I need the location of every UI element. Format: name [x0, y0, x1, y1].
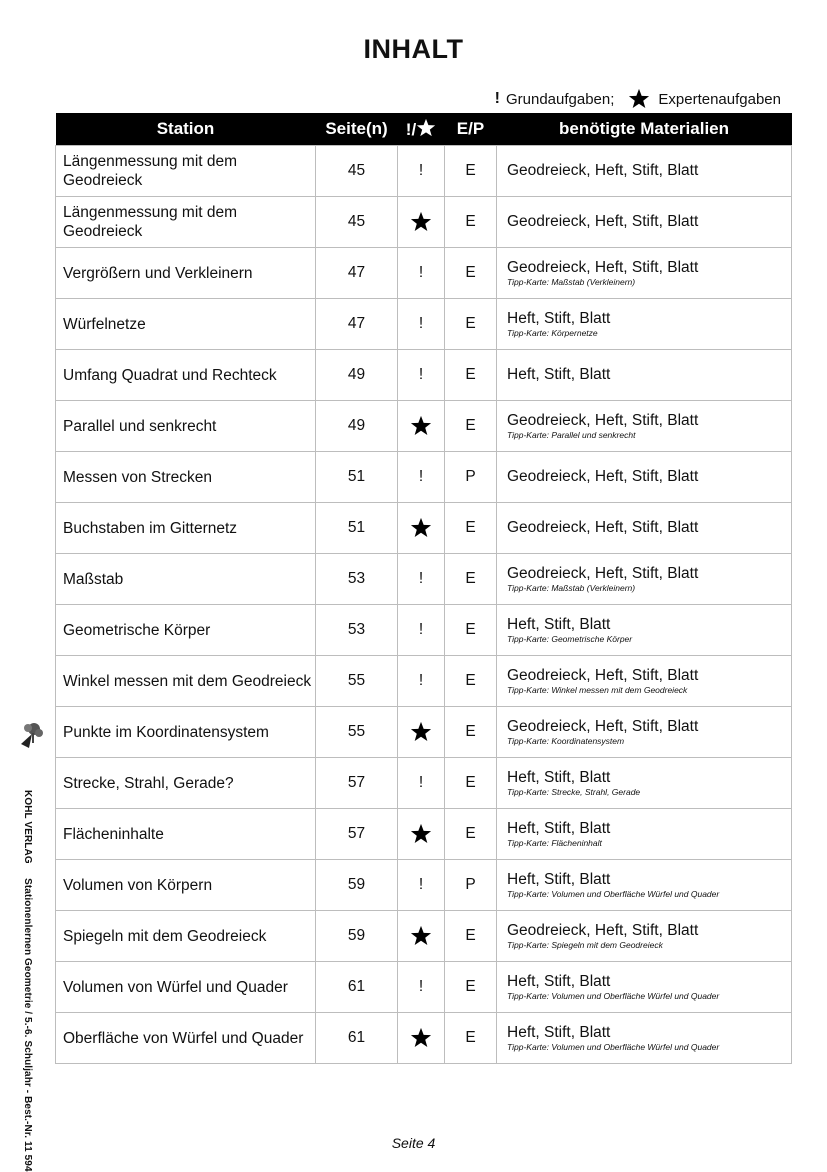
materials-list: Geodreieck, Heft, Stift, Blatt — [507, 565, 699, 582]
table-row — [56, 146, 792, 197]
basic-task-marker: ! — [398, 860, 445, 911]
page-number-cell: 45 — [316, 197, 398, 248]
station-name: Würfelnetze — [56, 299, 316, 350]
basic-task-marker: ! — [398, 146, 445, 197]
ep-cell: P — [445, 452, 497, 503]
materials-list: Geodreieck, Heft, Stift, Blatt — [507, 922, 699, 939]
tip-card-note: Tipp-Karte: Maßstab (Verkleinern) — [507, 277, 636, 287]
page-number-cell: 47 — [316, 248, 398, 299]
expert-task-marker — [398, 503, 445, 554]
basic-task-marker: ! — [398, 350, 445, 401]
materials-cell — [497, 146, 792, 197]
ep-cell: E — [445, 911, 497, 962]
table-row — [56, 350, 792, 401]
page-number-cell: 61 — [316, 1013, 398, 1064]
station-name: Oberfläche von Würfel und Quader — [56, 1013, 316, 1064]
materials-cell — [497, 401, 792, 452]
ep-cell: E — [445, 809, 497, 860]
table-row — [56, 809, 792, 860]
materials-cell — [497, 197, 792, 248]
sidebar-reference: Stationenlernen Geometrie / 5.-6. Schuljahr - Best.-Nr. 11 594 — [22, 878, 33, 1172]
materials-cell — [497, 707, 792, 758]
table-header-row — [56, 113, 792, 146]
star-icon — [410, 517, 432, 539]
table-row — [56, 1013, 792, 1064]
star-icon — [410, 211, 432, 233]
basic-task-marker: ! — [398, 962, 445, 1013]
station-name: Geometrische Körper — [56, 605, 316, 656]
basic-task-marker: ! — [398, 299, 445, 350]
station-name: Längenmessung mit dem Geodreieck — [56, 146, 316, 197]
table-row — [56, 503, 792, 554]
expert-task-marker — [398, 401, 445, 452]
materials-cell — [497, 962, 792, 1013]
page-number-cell: 59 — [316, 911, 398, 962]
tip-card-note: Tipp-Karte: Spiegeln mit dem Geodreieck — [507, 940, 663, 950]
ep-cell: E — [445, 350, 497, 401]
tip-card-note: Tipp-Karte: Maßstab (Verkleinern) — [507, 583, 636, 593]
tip-card-note: Tipp-Karte: Parallel und senkrecht — [507, 430, 636, 440]
station-name: Winkel messen mit dem Geodreieck — [56, 656, 316, 707]
materials-cell — [497, 503, 792, 554]
ep-cell: E — [445, 554, 497, 605]
table-row — [56, 605, 792, 656]
materials-list: Geodreieck, Heft, Stift, Blatt — [507, 213, 699, 230]
table-row — [56, 554, 792, 605]
tip-card-note: Tipp-Karte: Strecke, Strahl, Gerade — [507, 787, 641, 797]
materials-list: Heft, Stift, Blatt — [507, 871, 611, 888]
station-name: Buchstaben im Gitternetz — [56, 503, 316, 554]
header-pages: Seite(n) — [316, 113, 398, 146]
materials-list: Geodreieck, Heft, Stift, Blatt — [507, 412, 699, 429]
basic-task-marker: ! — [398, 605, 445, 656]
page-number: Seite 4 — [391, 1135, 436, 1151]
table-row — [56, 758, 792, 809]
ep-cell: E — [445, 605, 497, 656]
ep-cell: E — [445, 248, 497, 299]
tip-card-note: Tipp-Karte: Körpernetze — [507, 328, 598, 338]
materials-cell — [497, 656, 792, 707]
ep-cell: E — [445, 146, 497, 197]
expert-task-marker — [398, 197, 445, 248]
basic-task-marker: ! — [398, 452, 445, 503]
tip-card-note: Tipp-Karte: Geometrische Körper — [507, 634, 633, 644]
page-number-cell: 47 — [316, 299, 398, 350]
tip-card-note: Tipp-Karte: Flächeninhalt — [507, 838, 602, 848]
expert-task-marker — [398, 911, 445, 962]
page-number-cell: 49 — [316, 350, 398, 401]
materials-cell — [497, 911, 792, 962]
table-row — [56, 299, 792, 350]
star-icon — [410, 415, 432, 437]
basic-task-marker: ! — [398, 758, 445, 809]
star-icon — [416, 118, 436, 138]
ep-cell: E — [445, 758, 497, 809]
station-name: Vergrößern und Verkleinern — [56, 248, 316, 299]
materials-list: Geodreieck, Heft, Stift, Blatt — [507, 718, 699, 735]
materials-list: Geodreieck, Heft, Stift, Blatt — [507, 259, 699, 276]
table-row — [56, 860, 792, 911]
expert-task-marker — [398, 1013, 445, 1064]
materials-list: Heft, Stift, Blatt — [507, 310, 611, 327]
basic-task-marker: ! — [398, 656, 445, 707]
sidebar-text — [22, 790, 33, 1172]
ep-cell: E — [445, 299, 497, 350]
table-row — [56, 248, 792, 299]
header-mark: !/ — [398, 113, 445, 146]
header-ep: E/P — [445, 113, 497, 146]
page-title: INHALT — [363, 34, 464, 64]
basic-task-label: Grundaufgaben; — [505, 90, 615, 108]
ep-cell: P — [445, 860, 497, 911]
materials-cell — [497, 554, 792, 605]
publisher-logo-icon — [17, 720, 47, 786]
legend — [495, 88, 781, 110]
materials-cell — [497, 1013, 792, 1064]
table-row — [56, 197, 792, 248]
materials-cell — [497, 860, 792, 911]
page-number-cell: 53 — [316, 605, 398, 656]
station-name: Strecke, Strahl, Gerade? — [56, 758, 316, 809]
materials-cell — [497, 605, 792, 656]
table-row — [56, 452, 792, 503]
station-name: Volumen von Körpern — [56, 860, 316, 911]
star-icon — [410, 1027, 432, 1049]
materials-list: Heft, Stift, Blatt — [507, 616, 611, 633]
materials-list: Geodreieck, Heft, Stift, Blatt — [507, 667, 699, 684]
page-number-cell: 53 — [316, 554, 398, 605]
page-number-cell: 55 — [316, 707, 398, 758]
table-row — [56, 707, 792, 758]
star-icon — [410, 925, 432, 947]
header-materials: benötigte Materialien — [497, 113, 792, 146]
materials-list: Geodreieck, Heft, Stift, Blatt — [507, 162, 699, 179]
station-name: Parallel und senkrecht — [56, 401, 316, 452]
ep-cell: E — [445, 962, 497, 1013]
basic-task-marker: ! — [398, 554, 445, 605]
page-number-cell: 45 — [316, 146, 398, 197]
expert-task-label: Expertenaufgaben — [658, 90, 781, 108]
table-row — [56, 401, 792, 452]
tip-card-note: Tipp-Karte: Volumen und Oberfläche Würfel und Quader — [507, 1042, 720, 1052]
tip-card-note: Tipp-Karte: Volumen und Oberfläche Würfel und Quader — [507, 991, 720, 1001]
ep-cell: E — [445, 656, 497, 707]
materials-list: Heft, Stift, Blatt — [507, 820, 611, 837]
tip-card-note: Tipp-Karte: Winkel messen mit dem Geodreieck — [507, 685, 688, 695]
star-icon — [410, 721, 432, 743]
ep-cell: E — [445, 707, 497, 758]
table-row — [56, 962, 792, 1013]
page-number-cell: 57 — [316, 758, 398, 809]
station-name: Spiegeln mit dem Geodreieck — [56, 911, 316, 962]
expert-task-marker — [398, 707, 445, 758]
materials-cell — [497, 758, 792, 809]
materials-cell — [497, 452, 792, 503]
materials-list: Geodreieck, Heft, Stift, Blatt — [507, 468, 699, 485]
expert-task-marker — [398, 809, 445, 860]
page-number-cell: 49 — [316, 401, 398, 452]
ep-cell: E — [445, 197, 497, 248]
publisher-name: KOHL VERLAG — [22, 790, 33, 864]
materials-list: Heft, Stift, Blatt — [507, 973, 611, 990]
ep-cell: E — [445, 503, 497, 554]
materials-cell — [497, 299, 792, 350]
page-number-cell: 57 — [316, 809, 398, 860]
tip-card-note: Tipp-Karte: Koordinatensystem — [507, 736, 625, 746]
table-row — [56, 656, 792, 707]
station-name: Punkte im Koordinatensystem — [56, 707, 316, 758]
station-name: Volumen von Würfel und Quader — [56, 962, 316, 1013]
ep-cell: E — [445, 401, 497, 452]
contents-table — [55, 113, 792, 1064]
page-number-cell: 55 — [316, 656, 398, 707]
materials-list: Heft, Stift, Blatt — [507, 1024, 611, 1041]
materials-cell — [497, 350, 792, 401]
materials-cell — [497, 809, 792, 860]
ep-cell: E — [445, 1013, 497, 1064]
basic-task-symbol: ! — [494, 90, 500, 107]
star-icon — [410, 823, 432, 845]
materials-list: Heft, Stift, Blatt — [507, 769, 611, 786]
table-row — [56, 911, 792, 962]
tip-card-note: Tipp-Karte: Volumen und Oberfläche Würfel und Quader — [507, 889, 720, 899]
station-name: Längenmessung mit dem Geodreieck — [56, 197, 316, 248]
station-name: Maßstab — [56, 554, 316, 605]
header-station: Station — [56, 113, 316, 146]
basic-task-marker: ! — [398, 248, 445, 299]
page-number-cell: 51 — [316, 452, 398, 503]
materials-list: Heft, Stift, Blatt — [507, 366, 611, 383]
materials-list: Geodreieck, Heft, Stift, Blatt — [507, 519, 699, 536]
station-name: Messen von Strecken — [56, 452, 316, 503]
materials-cell — [497, 248, 792, 299]
page-number-cell: 51 — [316, 503, 398, 554]
station-name: Flächeninhalte — [56, 809, 316, 860]
page-number-cell: 61 — [316, 962, 398, 1013]
station-name: Umfang Quadrat und Rechteck — [56, 350, 316, 401]
star-icon — [628, 88, 650, 110]
page-number-cell: 59 — [316, 860, 398, 911]
